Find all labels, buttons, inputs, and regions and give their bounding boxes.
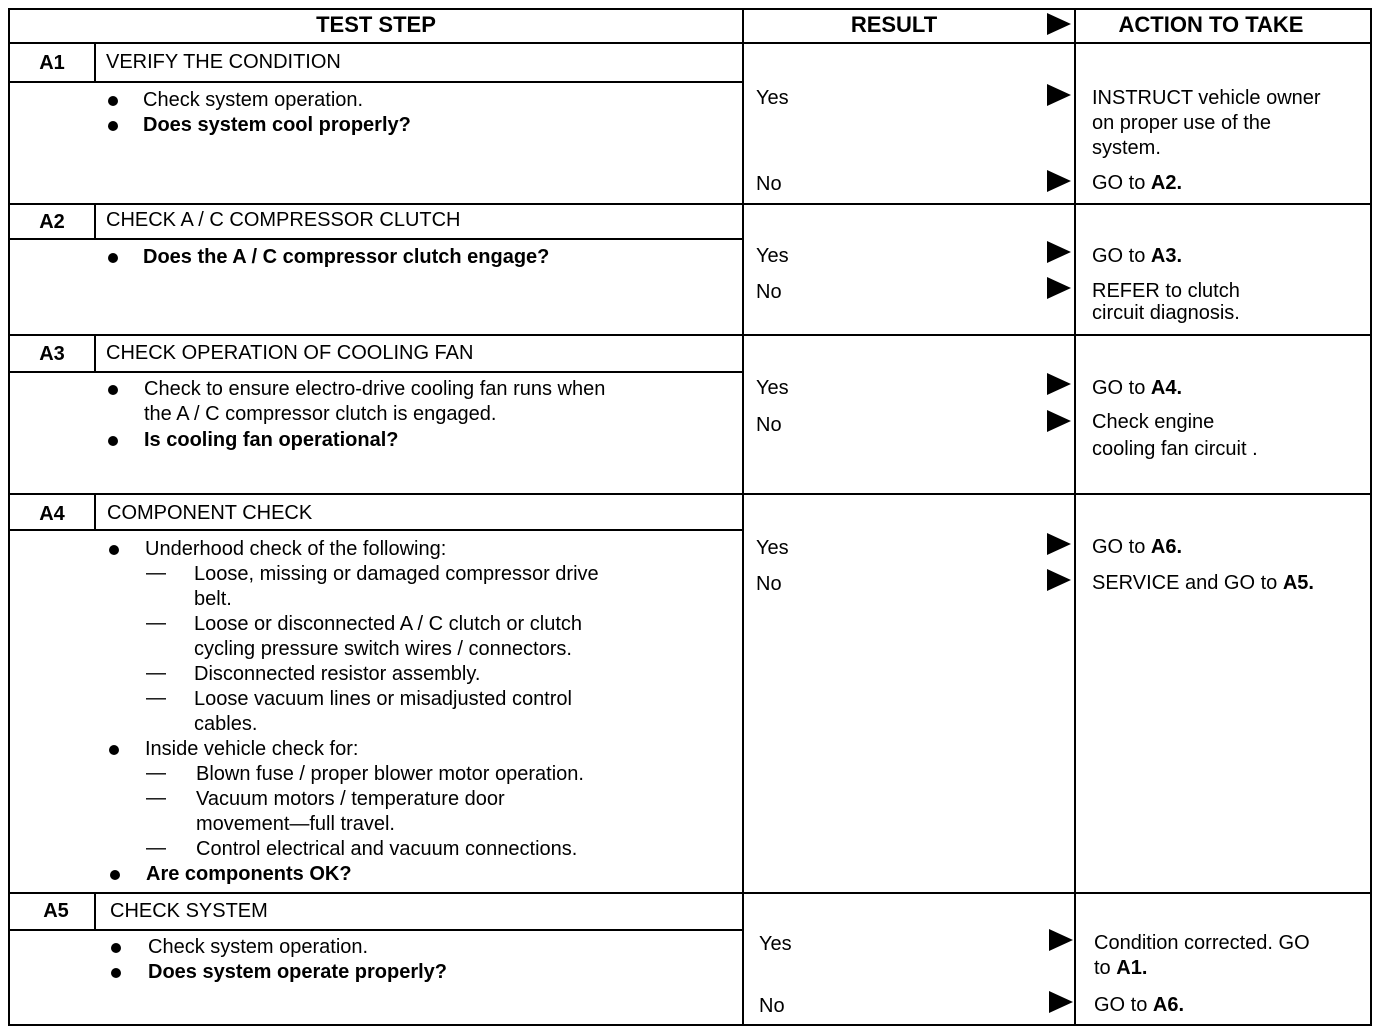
- action-text: GO to: [1092, 536, 1151, 558]
- bullet-icon: [108, 385, 118, 395]
- dash-icon: —: [146, 687, 166, 709]
- action-no: [1092, 409, 1258, 463]
- step-line: the A / C compressor clutch is engaged.: [144, 403, 497, 425]
- step-id: A2: [39, 211, 65, 233]
- action-yes: [1092, 535, 1182, 560]
- step-ref: A2.: [1150, 172, 1183, 194]
- step-line: Vacuum motors / temperature door: [196, 788, 505, 810]
- step-line: Blown fuse / proper blower motor operation.: [196, 763, 584, 785]
- action-yes: [1092, 244, 1182, 269]
- step-id: A3: [39, 343, 65, 365]
- dash-icon: —: [146, 612, 166, 634]
- step-question: Does system cool properly?: [143, 114, 411, 136]
- bullet-icon: [108, 121, 118, 131]
- action-line: on proper use of the: [1092, 112, 1272, 134]
- result-no: No: [756, 573, 782, 595]
- action-no: [1092, 171, 1182, 196]
- step-question: Is cooling fan operational?: [144, 429, 399, 451]
- result-yes: Yes: [756, 245, 789, 267]
- result-no: No: [756, 173, 782, 195]
- bullet-icon: [108, 436, 118, 446]
- step-title: COMPONENT CHECK: [107, 502, 313, 524]
- action-line: Condition corrected. GO: [1094, 932, 1310, 954]
- action-no: [1094, 993, 1184, 1018]
- arrow-icon: [1047, 410, 1071, 432]
- step-id: A5: [43, 900, 69, 922]
- step-line: Check system operation.: [143, 89, 364, 111]
- step-title: CHECK OPERATION OF COOLING FAN: [106, 342, 474, 364]
- bullet-icon: [110, 870, 120, 880]
- arrow-icon: [1047, 533, 1071, 555]
- step-ref: A6.: [1150, 536, 1183, 558]
- step-ref: A5.: [1282, 572, 1314, 594]
- step-ref: A1.: [1116, 957, 1148, 979]
- step-title: CHECK A / C COMPRESSOR CLUTCH: [106, 209, 461, 231]
- bullet-icon: [111, 943, 121, 953]
- action-line: INSTRUCT vehicle owner: [1092, 87, 1321, 109]
- step-line: Underhood check of the following:: [145, 538, 447, 560]
- arrow-icon: [1047, 569, 1071, 591]
- step-title: CHECK SYSTEM: [110, 900, 268, 922]
- step-line: Loose or disconnected A / C clutch or clutch: [194, 613, 582, 635]
- result-no: No: [756, 414, 782, 436]
- arrow-icon: [1047, 373, 1071, 395]
- result-yes: Yes: [756, 377, 789, 399]
- result-yes: Yes: [759, 933, 792, 955]
- result-no: No: [756, 281, 782, 303]
- step-ref: A3.: [1150, 245, 1183, 267]
- step-line: Check system operation.: [148, 936, 369, 958]
- dash-icon: —: [146, 837, 166, 859]
- result-yes: Yes: [756, 87, 789, 109]
- step-line: Inside vehicle check for:: [145, 738, 359, 760]
- step-title: VERIFY THE CONDITION: [106, 51, 341, 73]
- step-question: Does system operate properly?: [148, 961, 447, 983]
- dash-icon: —: [146, 787, 166, 809]
- step-line: Loose vacuum lines or misadjusted control: [194, 688, 572, 710]
- action-line: circuit diagnosis.: [1092, 302, 1240, 324]
- action-line: Check engine: [1092, 411, 1215, 433]
- arrow-icon: [1049, 991, 1073, 1013]
- step-question: Are components OK?: [146, 863, 352, 885]
- action-text: GO to: [1094, 994, 1153, 1016]
- arrow-icon: [1049, 929, 1073, 951]
- action-no: [1092, 571, 1314, 596]
- result-yes: Yes: [756, 537, 789, 559]
- action-text: GO to: [1092, 172, 1151, 194]
- header-arrow-icon: [1047, 13, 1071, 35]
- action-line: cooling fan circuit .: [1092, 438, 1258, 460]
- arrow-icon: [1047, 241, 1071, 263]
- step-id: A1: [39, 52, 65, 74]
- step-line: cables.: [194, 713, 258, 735]
- step-ref: A6.: [1152, 994, 1185, 1016]
- action-text: SERVICE and GO to: [1092, 572, 1283, 594]
- action-line: REFER to clutch: [1092, 280, 1240, 302]
- action-yes: [1094, 931, 1310, 981]
- header-result: RESULT: [850, 12, 938, 37]
- step-line: movement—full travel.: [196, 813, 395, 835]
- action-line: system.: [1092, 137, 1161, 159]
- step-ref: A4.: [1150, 377, 1183, 399]
- action-text: GO to: [1092, 377, 1151, 399]
- step-line: cycling pressure switch wires / connectors.: [194, 638, 572, 660]
- action-text: to: [1094, 957, 1117, 979]
- arrow-icon: [1047, 277, 1071, 299]
- dash-icon: —: [146, 762, 166, 784]
- dash-icon: —: [146, 662, 166, 684]
- step-line: Control electrical and vacuum connections.: [196, 838, 578, 860]
- action-yes: [1092, 86, 1321, 161]
- bullet-icon: [111, 968, 121, 978]
- header-action: ACTION TO TAKE: [1118, 12, 1304, 37]
- bullet-icon: [108, 96, 118, 106]
- step-id: A4: [39, 503, 65, 525]
- bullet-icon: [109, 745, 119, 755]
- step-line: Loose, missing or damaged compressor drive: [194, 563, 599, 585]
- arrow-icon: [1047, 170, 1071, 192]
- action-no: [1092, 280, 1240, 324]
- header-test-step: TEST STEP: [316, 12, 436, 37]
- result-no: No: [759, 995, 785, 1017]
- dash-icon: —: [146, 562, 166, 584]
- step-line: Disconnected resistor assembly.: [194, 663, 481, 685]
- arrow-icon: [1047, 84, 1071, 106]
- step-line: Check to ensure electro-drive cooling fan runs when: [144, 378, 606, 400]
- action-text: GO to: [1092, 245, 1151, 267]
- step-question: Does the A / C compressor clutch engage?: [143, 246, 550, 268]
- step-line: belt.: [194, 588, 232, 610]
- action-yes: [1092, 376, 1182, 401]
- bullet-icon: [109, 545, 119, 555]
- bullet-icon: [108, 253, 118, 263]
